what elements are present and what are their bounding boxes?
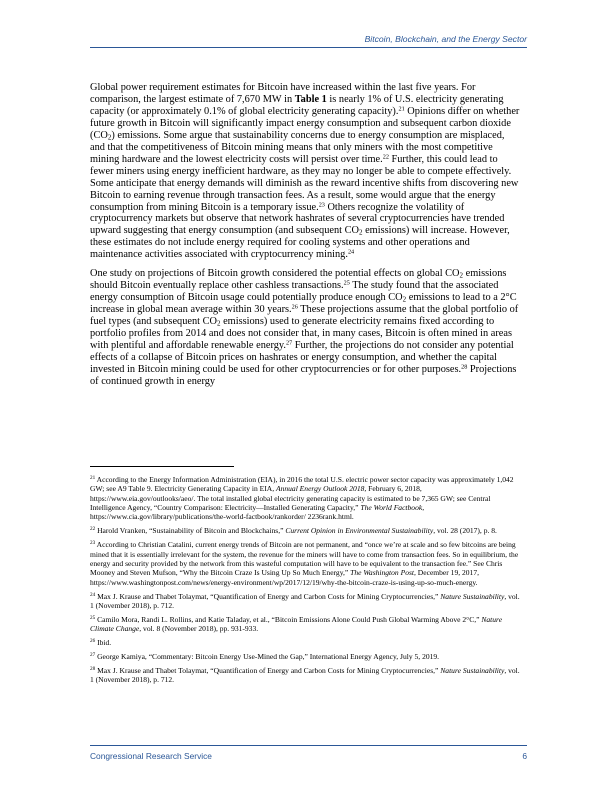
footer-source: Congressional Research Service xyxy=(90,751,212,761)
footer-rule xyxy=(90,745,527,746)
text-run: Projections of continued growth in energy xyxy=(90,363,517,387)
page-number: 6 xyxy=(522,751,527,761)
footnote-number: 22 xyxy=(90,526,96,533)
text-run: , December 19, 2017, https://www.washingtonpost.com/news/energy-environment/wp/2017/12/19/why-the-bitcoin-craze-is-using-up-so-much-energy. xyxy=(90,568,479,587)
footnote-ref-25: 25 xyxy=(343,279,350,287)
footnote-number: 21 xyxy=(90,475,96,482)
text-run: According to Christian Catalini, current energy trends of Bitcoin are not permanent, and “once we’re at scale and so few bitcoins are being mined that it is essentially irrelevant for the system, the revenue for the miners will have to come from transaction fees. So in equilibrium, the energy and security provided by the network from this wasteful computation will have to be equivalent to the transaction fee.” See Chris Mooney and Steven Mufson, “Why the Bitcoin Craze Is Using Up So Much Energy,” xyxy=(90,540,519,578)
footnote-27 xyxy=(90,652,522,661)
text-run: Opinions differ on whether future growth in Bitcoin will significantly impact energy consumption and subsequent carbon dioxide (CO xyxy=(90,105,520,141)
text-run: , vol. 28 (2017), p. 8. xyxy=(433,526,497,536)
text-run: Camilo Mora, Randi L. Rollins, and Katie Taladay, et al., “Bitcoin Emissions Alone Could Push Global Warming Above 2°C,” xyxy=(95,614,482,624)
text-run: Max J. Krause and Thabet Tolaymat, “Quantification of Energy and Carbon Costs for Mining Cryptocurrencies,” xyxy=(95,591,441,601)
footnote-number: 25 xyxy=(90,615,96,622)
text-run: Harold Vranken, “Sustainability of Bitcoin and Blockchains,” xyxy=(95,526,286,536)
text-run: is nearly 1% of U.S. electricity generating capacity (or approximately 0.1% of global electricity generating capacity). xyxy=(90,93,504,117)
text-run: Ibid. xyxy=(95,638,112,648)
citation-title: Annual Energy Outlook 2018 xyxy=(276,484,365,494)
text-run: , https://www.cia.gov/library/publications/the-world-factbook/rankorder/ 2236rank.html. xyxy=(90,503,425,522)
footnote-separator xyxy=(90,466,234,467)
subscript-2: 2 xyxy=(459,271,464,280)
text-run: The study found that the associated energy consumption of Bitcoin usage could potentially produce enough CO xyxy=(90,280,499,304)
body-text xyxy=(90,82,522,395)
citation-title: Nature Climate Change xyxy=(90,614,503,634)
footnote-number: 24 xyxy=(90,591,96,598)
header-rule xyxy=(90,47,527,48)
text-run: , February 6, 2018, https://www.eia.gov/outlooks/aeo/. The total installed global electricity generating capacity is estimated to be 7,365 GW; see Central Intelligence Agency, “Country Comparison: Electricity—Installed Generating Capacity,” xyxy=(90,484,491,513)
text-run: George Kamiya, “Commentary: Bitcoin Energy Use-Mined the Gap,” International Energy Agency, July 5, 2019. xyxy=(95,652,440,662)
footnote-number: 28 xyxy=(90,666,96,673)
text-run: , vol. 8 (November 2018), pp. 931-933. xyxy=(139,624,259,634)
text-run: Global power requirement estimates for Bitcoin have increased within the last five years. For comparison, the largest estimate of 7,670 MW in xyxy=(90,82,476,105)
footnote-ref-28: 28 xyxy=(461,363,468,371)
subscript-2: 2 xyxy=(107,133,112,142)
text-run: , vol. 1 (November 2018), p. 712. xyxy=(90,666,520,685)
footnote-23 xyxy=(90,540,522,587)
text-run: emissions to lead to a 2°C increase in global mean average within 30 years. xyxy=(90,292,517,316)
text-run: According to the Energy Information Administration (EIA), in 2016 the total U.S. electric power sector capacity was approximately 1,042 GW; see A9 Table 9. Electricity Generating Capacity in EIA, xyxy=(90,475,514,494)
text-run: emissions should Bitcoin eventually replace other cashless transactions. xyxy=(90,268,507,292)
citation-title: Nature Sustainability xyxy=(440,666,505,675)
footnote-number: 27 xyxy=(90,652,96,659)
text-run: Max J. Krause and Thabet Tolaymat, “Quantification of Energy and Carbon Costs for Mining Cryptocurrencies,” xyxy=(95,666,441,675)
text-run: One study on projections of Bitcoin growth considered the potential effects on global CO xyxy=(90,268,460,280)
paragraph-1 xyxy=(90,82,522,261)
footnote-25 xyxy=(90,615,522,634)
text-run: ) emissions. Some argue that sustainability concerns due to energy consumption are misplaced, and that the competitiveness of Bitcoin mining means that only miners with the most competitive mining hardware and the lowest electricity costs will persist over time. xyxy=(90,129,505,165)
subscript-2: 2 xyxy=(216,319,221,328)
text-run: Further, the projections do not consider any potential effects of a collapse of Bitcoin prices on hashrates or energy consumption, and whether the capital invested in Bitcoin mining could be used for other cryptocurrencies or for other purposes. xyxy=(90,340,514,375)
paragraph-2 xyxy=(90,268,522,388)
text-run: These projections assume that the global portfolio of fuel types (and subsequent CO xyxy=(90,304,519,328)
citation-title: Current Opinion in Environmental Sustainability xyxy=(285,526,434,536)
footnote-24 xyxy=(90,592,522,611)
citation-title: Nature Sustainability xyxy=(440,591,505,601)
footnote-ref-23: 23 xyxy=(318,201,325,209)
footnote-22 xyxy=(90,526,522,535)
footnote-28 xyxy=(90,666,522,685)
footnote-ref-22: 22 xyxy=(382,153,389,161)
footnote-ref-27: 27 xyxy=(285,339,293,347)
footnote-26 xyxy=(90,638,522,647)
text-run: Further, this could lead to fewer miners using energy inefficient hardware, as they may no longer be able to compete effectively. Some anticipate that energy demands will diminish as the reward incentive shifts from discovering new Bitcoin to earning revenue through transaction fees. As a result, some would argue that the energy consumption from mining Bitcoin is a temporary issue. xyxy=(90,153,519,213)
text-run: emissions) will increase. However, these estimates do not include energy required for cooling systems and other operations and maintenance activities associated with cryptocurrency mining. xyxy=(90,225,510,261)
footnote-ref-26: 26 xyxy=(291,303,298,311)
text-run: , vol. 1 (November 2018), p. 712. xyxy=(90,591,520,610)
footnote-ref-21: 21 xyxy=(398,105,405,113)
citation-title: The World Factbook xyxy=(360,503,423,513)
subscript-2: 2 xyxy=(359,228,363,237)
subscript-2: 2 xyxy=(402,295,407,304)
footnote-21 xyxy=(90,475,522,522)
footnote-ref-24: 24 xyxy=(347,248,355,256)
table-reference: Table 1 xyxy=(294,93,327,105)
text-run: Others recognize the volatility of cryptocurrency markets but observe that network hashrates of several cryptocurrencies have trended upward suggesting that energy consumption (and subsequent CO xyxy=(90,201,505,237)
footnote-number: 26 xyxy=(90,638,96,645)
running-header: Bitcoin, Blockchain, and the Energy Sector xyxy=(364,34,527,44)
citation-title: The Washington Post xyxy=(350,568,415,578)
footnotes xyxy=(90,475,522,689)
footnote-number: 23 xyxy=(90,540,96,547)
text-run: emissions) used to generate electricity remains fixed according to portfolio profiles from 2014 and does not consider that, in many cases, Bitcoin is often mined in areas with plentiful and affordable renewable energy. xyxy=(90,316,512,352)
